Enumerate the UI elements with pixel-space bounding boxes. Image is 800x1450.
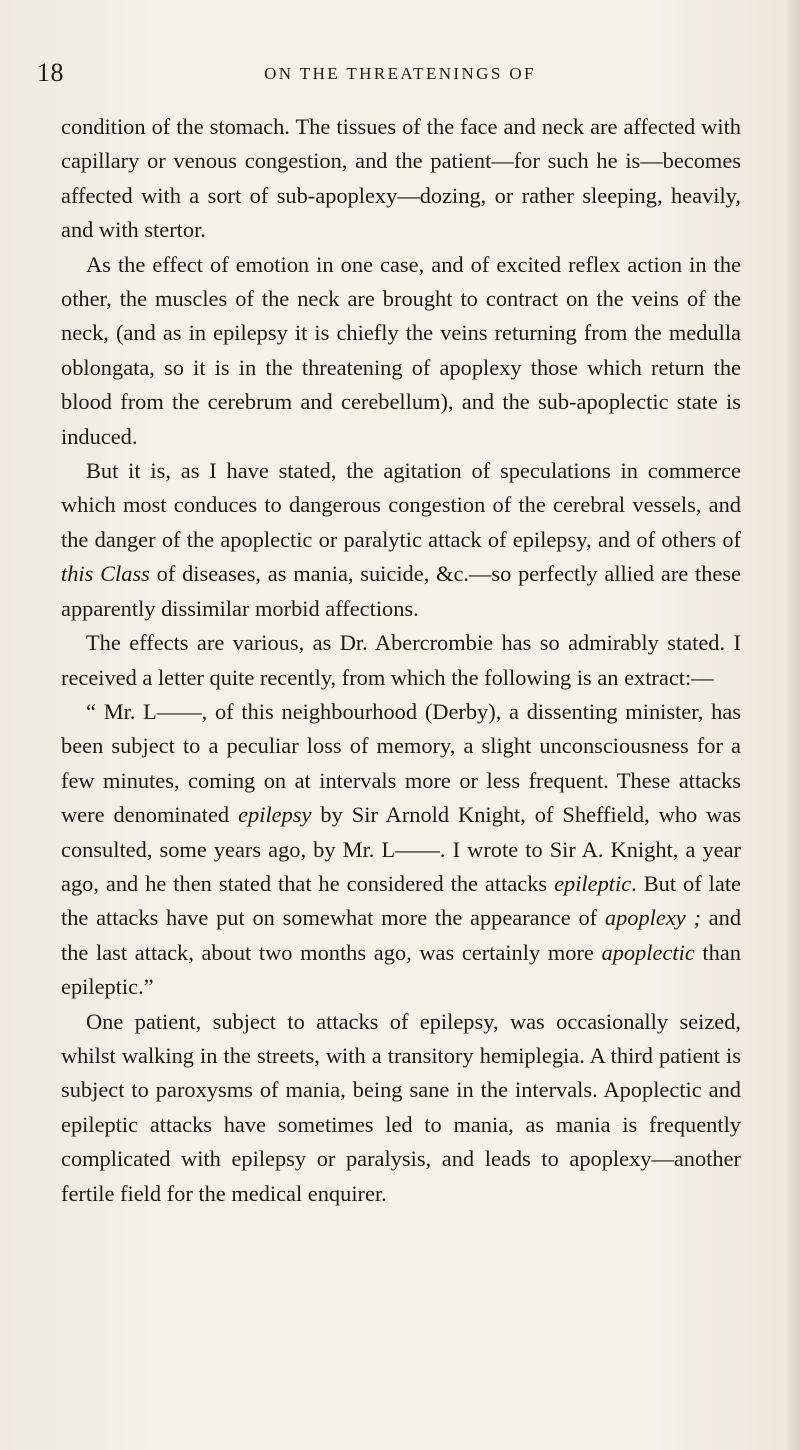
paragraph <box>61 1005 741 1211</box>
italic-text-segment: apoplectic <box>601 939 695 965</box>
text-segment: condition of the stomach. The tissues of the face and neck are affected with capillary or venous congestion, and the patient—for such he is—becomes affected with a sort of sub-apoplexy—dozing, or rather sleeping, heavily, and with stertor. <box>61 114 741 243</box>
text-segment: . But of late the attacks have put on somewhat more the appearance of <box>61 870 741 931</box>
italic-text-segment: this Class <box>61 561 150 587</box>
paragraph <box>61 110 741 248</box>
text-segment: by Sir Arnold Knight, of Sheffield, who was consulted, some years ago, by Mr. L——. I wrote to Sir A. Knight, a year ago, and he then stated that he considered the attacks <box>61 802 741 896</box>
paragraph <box>61 454 741 626</box>
page-edge-shadow <box>786 0 800 1450</box>
text-segment: But it is, as I have stated, the agitation of speculations in commerce which most conduces to dangerous congestion of the cerebral vessels, and the danger of the apoplectic or paralytic attack of epilepsy, and of others of <box>61 458 741 552</box>
text-segment: The effects are various, as Dr. Abercrombie has so admirably stated. I received a letter quite recently, from which the following is an extract:— <box>61 630 741 690</box>
text-segment: One patient, subject to attacks of epilepsy, was occasionally seized, whilst walking in the streets, with a transitory hemiplegia. A third patient is subject to paroxysms of mania, being sane in the intervals. Apoplectic and epileptic attacks have sometimes led to mania, as mania is frequently complicated with epilepsy or paralysis, and leads to apoplexy—another fertile field for the medical enquirer. <box>61 1008 741 1206</box>
paragraph <box>61 248 741 454</box>
text-segment: than epileptic.” <box>61 939 741 1000</box>
italic-text-segment: epileptic <box>554 870 632 896</box>
page-number: 18 <box>37 58 64 87</box>
italic-text-segment: apoplexy ; <box>604 905 701 931</box>
text-segment: and the last attack, about two months ago, was certainly more <box>61 905 742 965</box>
running-head: ON THE THREATENINGS OF <box>264 64 536 83</box>
quoted-letter-paragraph <box>61 695 741 1005</box>
italic-text-segment: epilepsy <box>238 802 312 828</box>
paragraph <box>61 626 741 695</box>
text-segment: As the effect of emotion in one case, and of excited reflex action in the other, the muscles of the neck are brought to contract on the veins of the neck, (and as in epilepsy it is chiefly the veins returning from the medulla oblongata, so it is in the threatening of apoplexy those which return the blood from the cerebrum and cerebellum), and the sub-apoplectic state is induced. <box>61 251 741 449</box>
body-text <box>61 110 741 1211</box>
text-segment: of diseases, as mania, suicide, &c.—so perfectly allied are these apparently dissimilar morbid affections. <box>61 561 741 621</box>
text-segment: “ Mr. L——, of this neighbourhood (Derby), a dissenting minister, has been subject to a peculiar loss of memory, a slight unconsciousness for a few minutes, coming on at intervals more or less frequent. These attacks were denominated <box>61 698 741 828</box>
